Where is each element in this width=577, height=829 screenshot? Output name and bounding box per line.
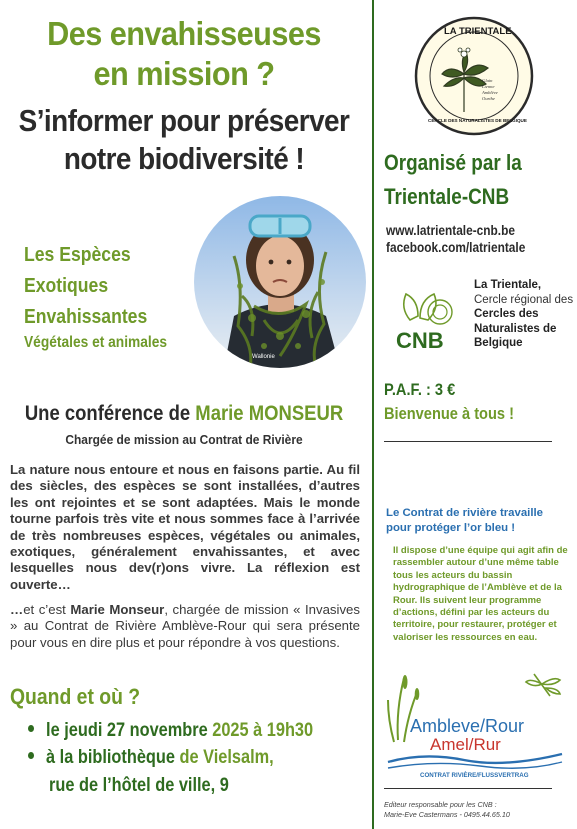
speaker-name: Marie MONSEUR: [195, 402, 344, 425]
bullet-icon: [28, 725, 34, 732]
cnb-logo-image: [392, 286, 462, 356]
title-line-2: en mission ?: [93, 55, 275, 92]
speaker-paragraph: [10, 602, 360, 651]
species-line-1: Les Espèces: [24, 244, 131, 266]
organizer-line-2: Trientale-CNB: [384, 184, 510, 209]
entry-fee: P.A.F. : 3 €: [384, 380, 456, 399]
date-item: [28, 720, 313, 742]
cnb-logo: [392, 286, 462, 356]
speaker-photo: [194, 196, 366, 368]
place-highlight: de Vielsalm,: [179, 747, 274, 768]
species-line-2: Exotiques: [24, 275, 109, 297]
logo-top-text: LA TRIENTALE: [444, 26, 512, 37]
ambleve-line-1: Ambleve/Rour: [410, 716, 525, 736]
speaker-paragraph-before: et c’est: [23, 602, 71, 617]
contrat-heading: Le Contrat de rivière travaille pour protéger l’or bleu !: [386, 507, 543, 534]
ellipsis: …: [10, 602, 24, 617]
speaker-paragraph-after: , chargée de mission « Invasives » au Contrat de Rivière Amblève-Rour qui sera présente pour vous en dire plus et pour répondre à vos questions.: [10, 602, 360, 650]
facebook-link[interactable]: facebook.com/latrientale: [386, 240, 526, 255]
bullet-icon: [28, 752, 34, 759]
species-line-4: Végétales et animales: [24, 334, 168, 351]
speaker-paragraph-name: Marie Monseur: [70, 602, 165, 617]
logo-inner-2: Lienne: [482, 84, 495, 89]
organizer-line-1: Organisé par la: [384, 150, 522, 175]
conference-line: [22, 402, 346, 426]
subtitle: [18, 102, 349, 178]
speaker-role: Chargée de mission au Contrat de Rivière: [65, 432, 303, 447]
species-line-3: Envahissantes: [24, 306, 148, 328]
desc-plain: Cercle régional des: [474, 293, 574, 306]
date-highlight: 2025 à 19h30: [212, 720, 314, 741]
ambleve-rour-logo: [384, 670, 566, 778]
intro-paragraph: La nature nous entoure et nous en faisons partie. Au fil des siècles, des espèces se sont installées, d’autres les ont rejointes et se sont adaptées. Mais le monde tourne parfois très vite et nous sommes face à l’arrivée de très nombreuses espèces, végétales ou animales, exotiques, généralement envahissantes, et avec lesquelles nous dev(r)ons vivre. La réflexion est ouverte…: [10, 462, 360, 592]
organizer-links: [386, 222, 525, 256]
subtitle-line-1: S’informer pour préserver: [18, 103, 350, 138]
ambleve-line-3: CONTRAT RIVIÈRE/FLUSSVERTRAG: [420, 772, 529, 778]
welcome-text: Bienvenue à tous !: [384, 404, 514, 423]
column-divider: [372, 0, 374, 829]
logo-inner-3: Amblève: [482, 90, 498, 95]
ambleve-line-2: Amel/Rur: [430, 735, 501, 754]
logo-inner-4: Ourthe: [482, 96, 496, 101]
species-block: [24, 240, 204, 353]
editor-line-1: Editeur responsable pour les CNB :: [384, 800, 497, 809]
logo-inner-1: Glain: [482, 78, 493, 83]
divider-line-bottom: [384, 788, 552, 789]
speaker-photo-image: [194, 196, 366, 368]
divider-line: [384, 441, 552, 442]
cnb-logo-text: CNB: [396, 328, 444, 353]
trientale-description: [474, 278, 574, 351]
when-heading: Quand et où ?: [10, 684, 141, 709]
subtitle-line-2: notre biodiversité !: [63, 141, 305, 176]
website-link[interactable]: www.latrientale-cnb.be: [386, 223, 515, 238]
organizer-heading: [384, 146, 522, 214]
title-line-1: Des envahisseuses: [47, 15, 321, 52]
main-title: [13, 14, 355, 94]
ambleve-rour-logo-image: [384, 670, 566, 778]
place-item: [28, 747, 274, 769]
editor-info: [384, 800, 510, 820]
wetsuit-badge: Wallonie: [252, 354, 275, 360]
editor-line-2: Marie-Eve Castermans - 0495.44.65.10: [384, 810, 510, 819]
desc-bold-2: Cercles des Naturalistes de Belgique: [474, 308, 557, 349]
address: rue de l’hôtel de ville, 9: [49, 775, 229, 796]
date-prefix: le jeudi 27 novembre: [46, 720, 213, 741]
trientale-logo-image: [414, 16, 534, 136]
desc-bold-1: La Trientale,: [474, 279, 542, 291]
conference-prefix: Une conférence de: [24, 402, 196, 425]
place-prefix: à la bibliothèque: [46, 747, 180, 768]
trientale-logo: [414, 16, 534, 136]
logo-ring-text: CERCLE DES NATURALISTES DE BELGIQUE: [428, 118, 527, 123]
contrat-body: Il dispose d’une équipe qui agit afin de rassembler autour d’une même table tous les acteurs du bassin hydrographique de l’Amblève et de la Rour. Ils suivent leur programme d’actions, défini par les acteurs du territoire, pour restaurer, protéger et valoriser les ressources en eau.: [393, 545, 568, 643]
